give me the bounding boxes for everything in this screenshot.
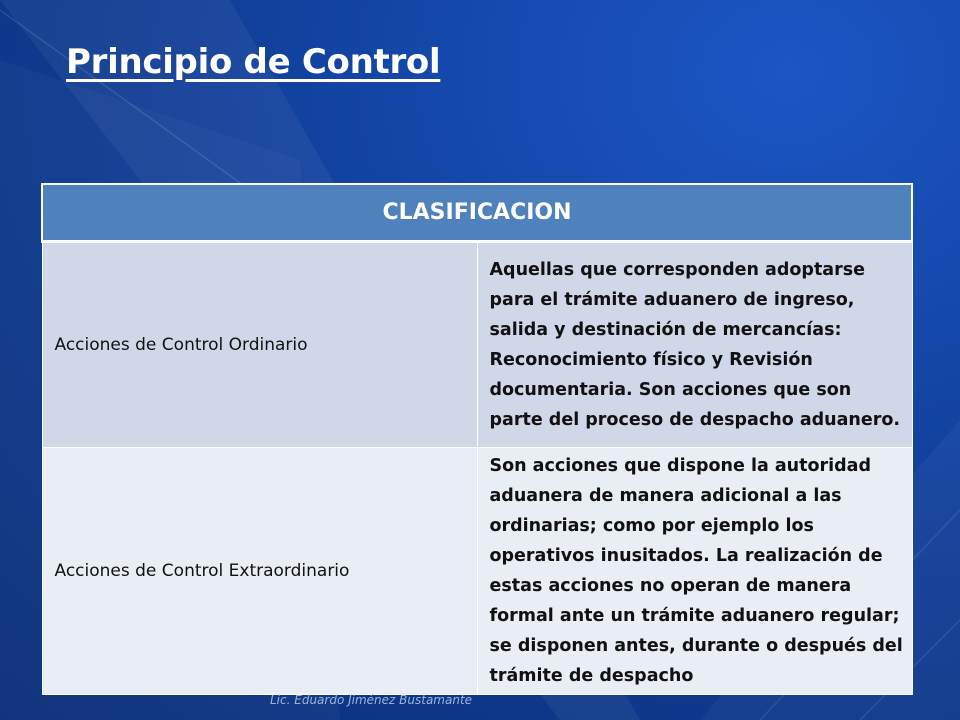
table-row [42, 242, 912, 448]
row-description-extraordinario: Son acciones que dispone la autoridad aduanera de manera adicional a las ordinarias; como por ejemplo los operativos inusitados. La realización de estas acciones no operan de manera formal ante un trámite aduanero regular; se disponen antes, durante o después del trámite de despacho [477, 448, 912, 695]
table-header: CLASIFICACION [42, 184, 912, 242]
row-label-extraordinario: Acciones de Control Extraordinario [42, 448, 477, 695]
row-label-ordinario: Acciones de Control Ordinario [42, 242, 477, 448]
classification-table [41, 183, 913, 695]
footer-author: Lic. Eduardo Jiménez Bustamante [270, 693, 473, 707]
row-description-ordinario: Aquellas que corresponden adoptarse para el trámite aduanero de ingreso, salida y destinación de mercancías: Reconocimiento físico y Revisión documentaria. Son acciones que son parte del proceso de despacho aduanero. [477, 242, 912, 448]
table-header-row [42, 184, 912, 242]
slide-title: Principio de Control [66, 42, 441, 82]
table-row [42, 448, 912, 695]
